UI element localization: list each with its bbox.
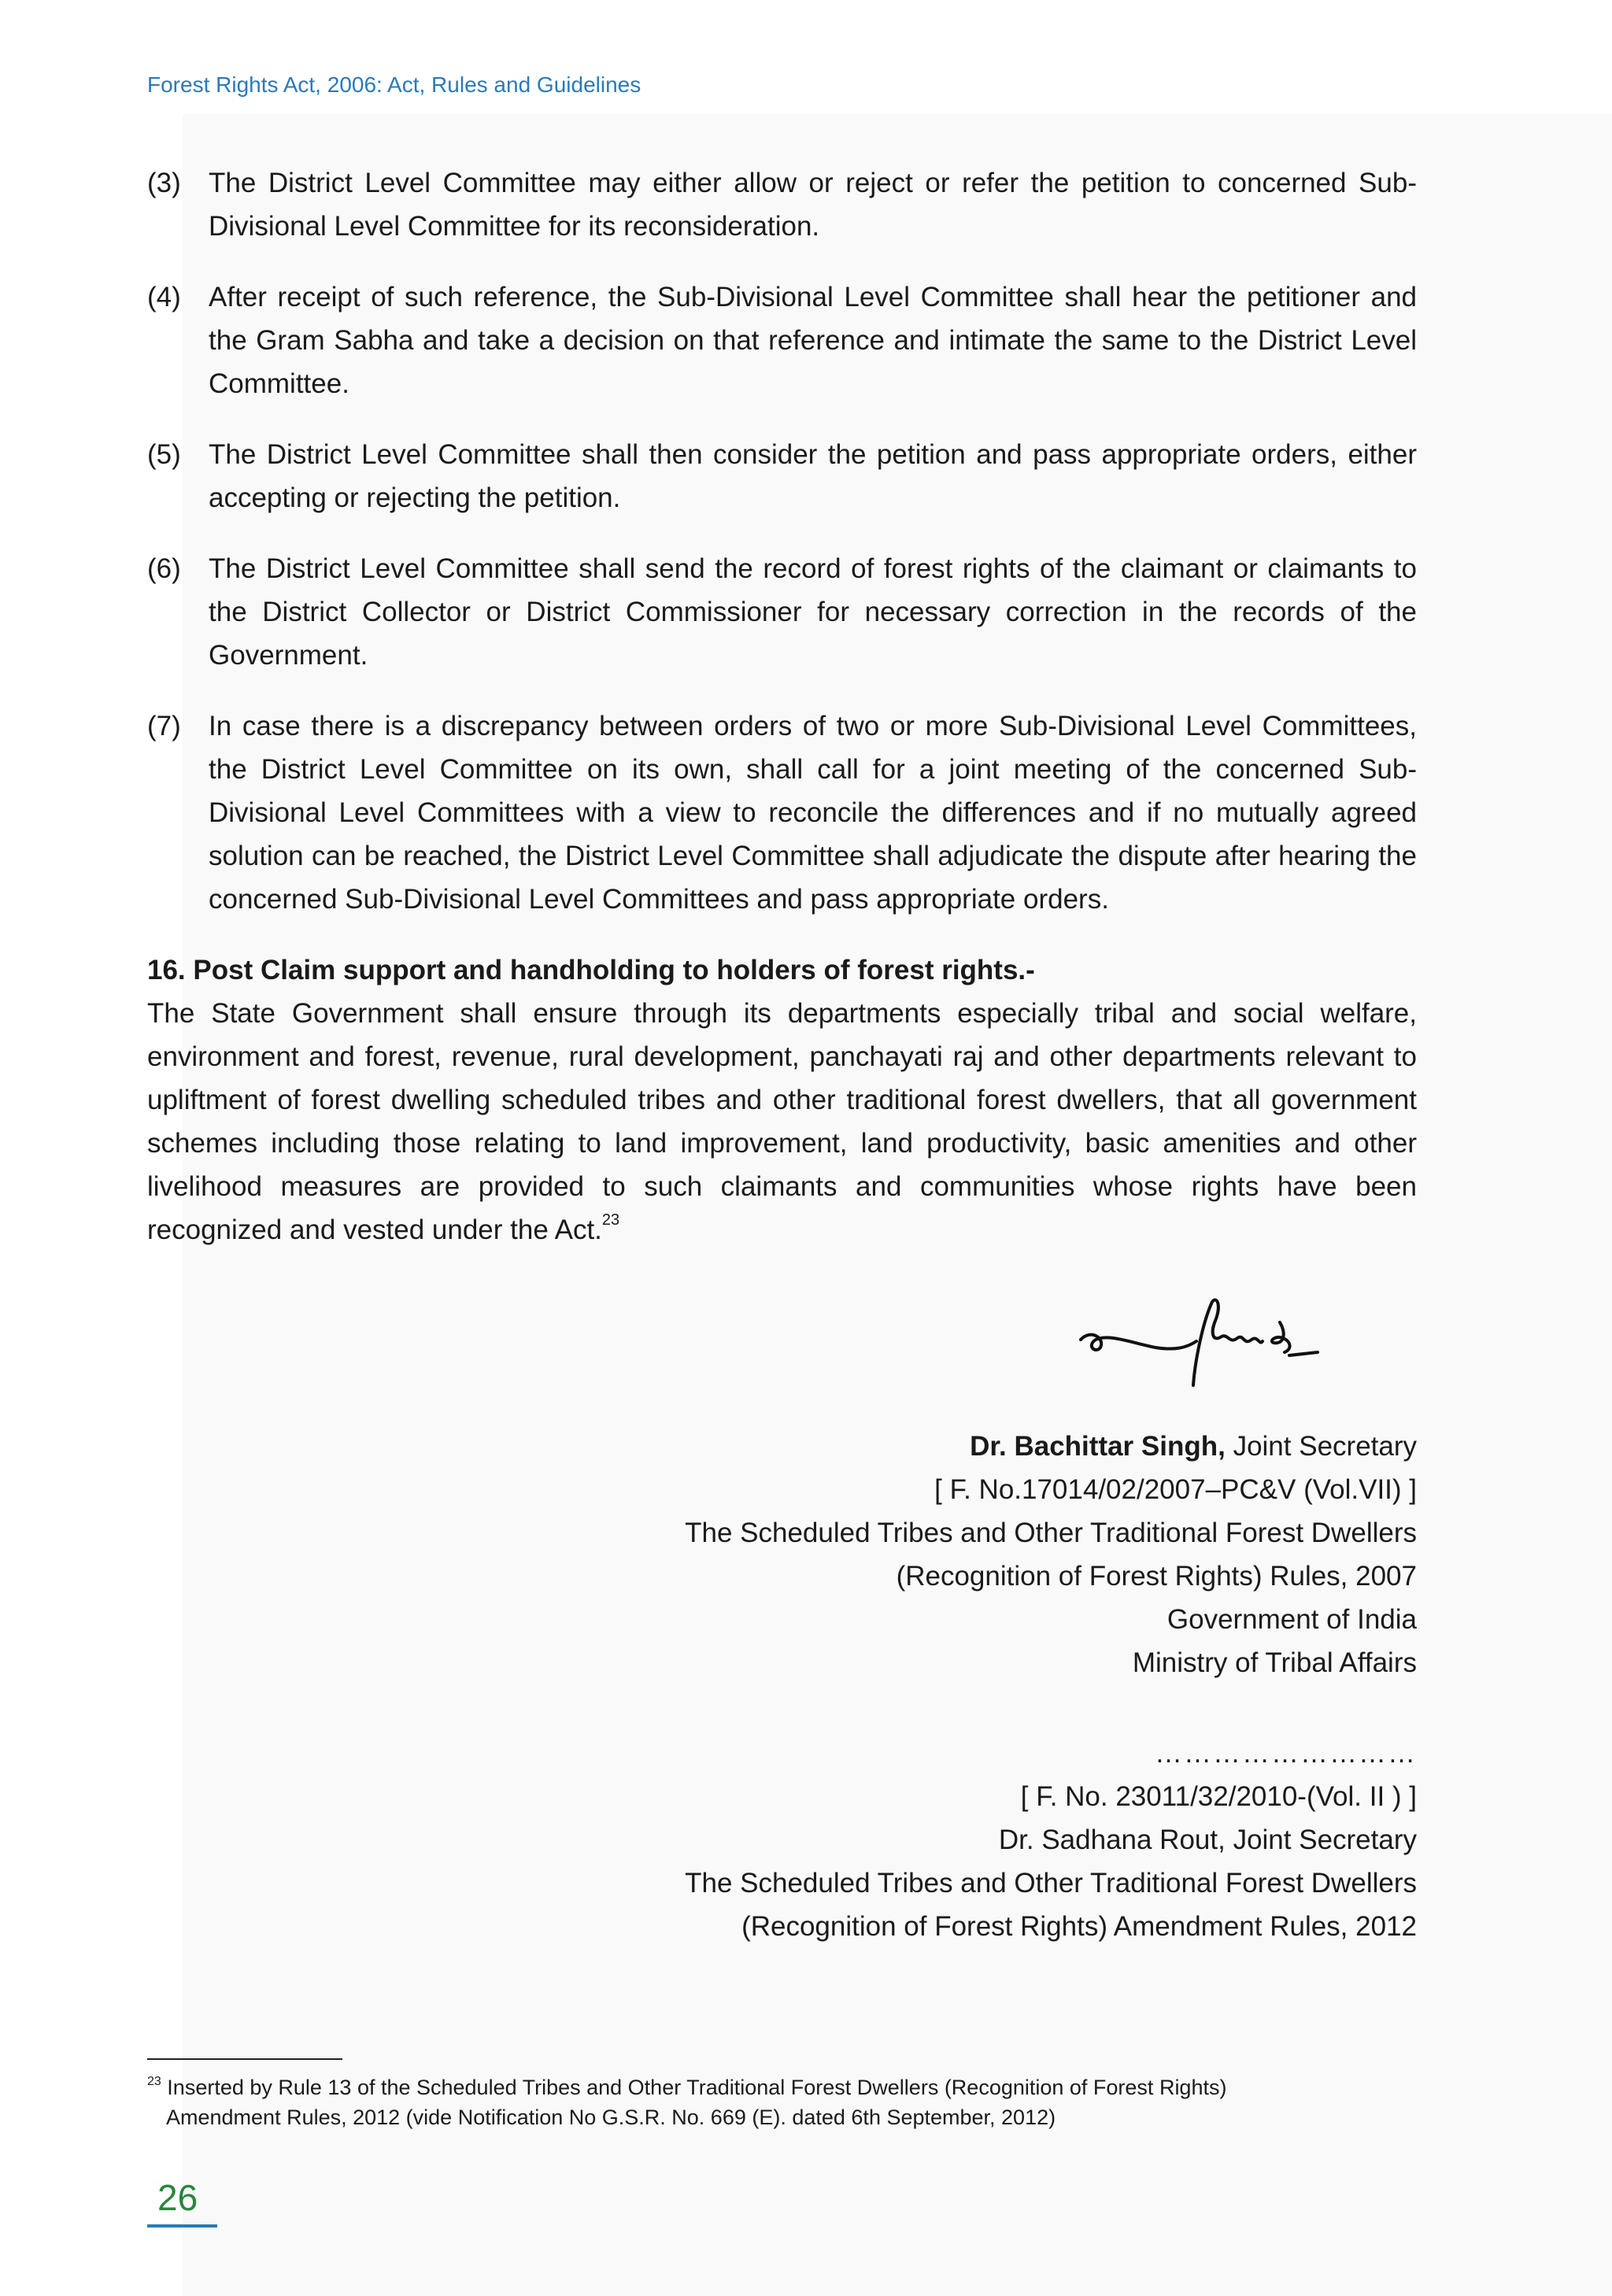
- section-16-body: [147, 992, 1417, 1252]
- main-content: [147, 161, 1417, 1252]
- amendment-title-line-2: (Recognition of Forest Rights) Amendment Rules, 2012: [741, 1911, 1417, 1942]
- item-text: After receipt of such reference, the Sub-Divisional Level Committee shall hear the petitioner and the Gram Sabha and take a decision on that reference and intimate the same to the District Level Committee.: [209, 282, 1417, 399]
- section-16-body-text: The State Government shall ensure through its departments especially tribal and social welfare, environment and forest, revenue, rural development, panchayati raj and other departments relevant to upliftment of forest dwelling scheduled tribes and other traditional forest dwellers, that all government schemes including those relating to land improvement, land productivity, basic amenities and other livelihood measures are provided to such claimants and communities whose rights have been recognized and vested under the Act.: [147, 998, 1417, 1245]
- item-number: (5): [147, 439, 181, 470]
- item-text: In case there is a discrepancy between orders of two or more Sub-Divisional Level Committees, the District Level Committee on its own, shall call for a joint meeting of the concerned Sub-Divisional Level Committees with a view to reconcile the differences and if no mutually agreed solution can be reached, the District Level Committee shall adjudicate the dispute after hearing the concerned Sub-Divisional Level Committees and pass appropriate orders.: [209, 711, 1417, 915]
- footnote-reference[interactable]: 23: [601, 1211, 620, 1229]
- signatory-name: Dr. Bachittar Singh,: [970, 1431, 1226, 1462]
- amendment-title-line-1: The Scheduled Tribes and Other Traditional Forest Dwellers: [685, 1868, 1417, 1899]
- list-item: [147, 275, 1417, 405]
- signatory-designation: Joint Secretary: [1225, 1431, 1417, 1462]
- list-item: [147, 161, 1417, 248]
- rules-title-line-2: (Recognition of Forest Rights) Rules, 2007: [896, 1561, 1417, 1592]
- item-text: The District Level Committee may either allow or reject or refer the petition to concerned Sub-Divisional Level Committee for its reconsideration.: [209, 168, 1417, 242]
- running-header: Forest Rights Act, 2006: Act, Rules and Guidelines: [147, 72, 641, 97]
- item-text: The District Level Committee shall send the record of forest rights of the claimant or claimants to the District Collector or District Commissioner for necessary correction in the records of the Government.: [209, 553, 1417, 671]
- dotted-separator: ………………………: [1155, 1738, 1417, 1769]
- item-number: (3): [147, 168, 181, 198]
- file-number-2: [ F. No. 23011/32/2010-(Vol. II ) ]: [1020, 1781, 1417, 1812]
- page-number-underline: [147, 2224, 217, 2228]
- file-number: [ F. No.17014/02/2007–PC&V (Vol.VII) ]: [934, 1474, 1417, 1505]
- item-text: The District Level Committee shall then consider the petition and pass appropriate orders, either accepting or rejecting the petition.: [209, 439, 1417, 513]
- footnote-line-1: Inserted by Rule 13 of the Scheduled Tribes and Other Traditional Forest Dwellers (Recognition of Forest Rights): [161, 2076, 1227, 2099]
- signature-image: [1077, 1291, 1344, 1409]
- footnote: [147, 2072, 1438, 2132]
- list-item: [147, 547, 1417, 677]
- footnote-line-2: Amendment Rules, 2012 (vide Notification No G.S.R. No. 669 (E). dated 6th September, 2012): [166, 2106, 1056, 2129]
- item-number: (7): [147, 711, 181, 741]
- government-name: Government of India: [1166, 1604, 1417, 1635]
- page-number: 26: [157, 2177, 198, 2218]
- signatory-line: [685, 1425, 1417, 1468]
- item-number: (4): [147, 282, 181, 312]
- item-number: (6): [147, 553, 181, 584]
- footnote-marker: 23: [147, 2075, 161, 2088]
- signatory-2: Dr. Sadhana Rout, Joint Secretary: [998, 1825, 1417, 1855]
- list-item: [147, 704, 1417, 921]
- signature-block: [685, 1425, 1417, 1948]
- rules-title-line-1: The Scheduled Tribes and Other Traditional Forest Dwellers: [685, 1518, 1417, 1548]
- section-16-title: 16. Post Claim support and handholding to holders of forest rights.-: [147, 955, 1035, 985]
- footnote-divider: [147, 2058, 342, 2060]
- list-item: [147, 433, 1417, 519]
- ministry-name: Ministry of Tribal Affairs: [1132, 1647, 1417, 1678]
